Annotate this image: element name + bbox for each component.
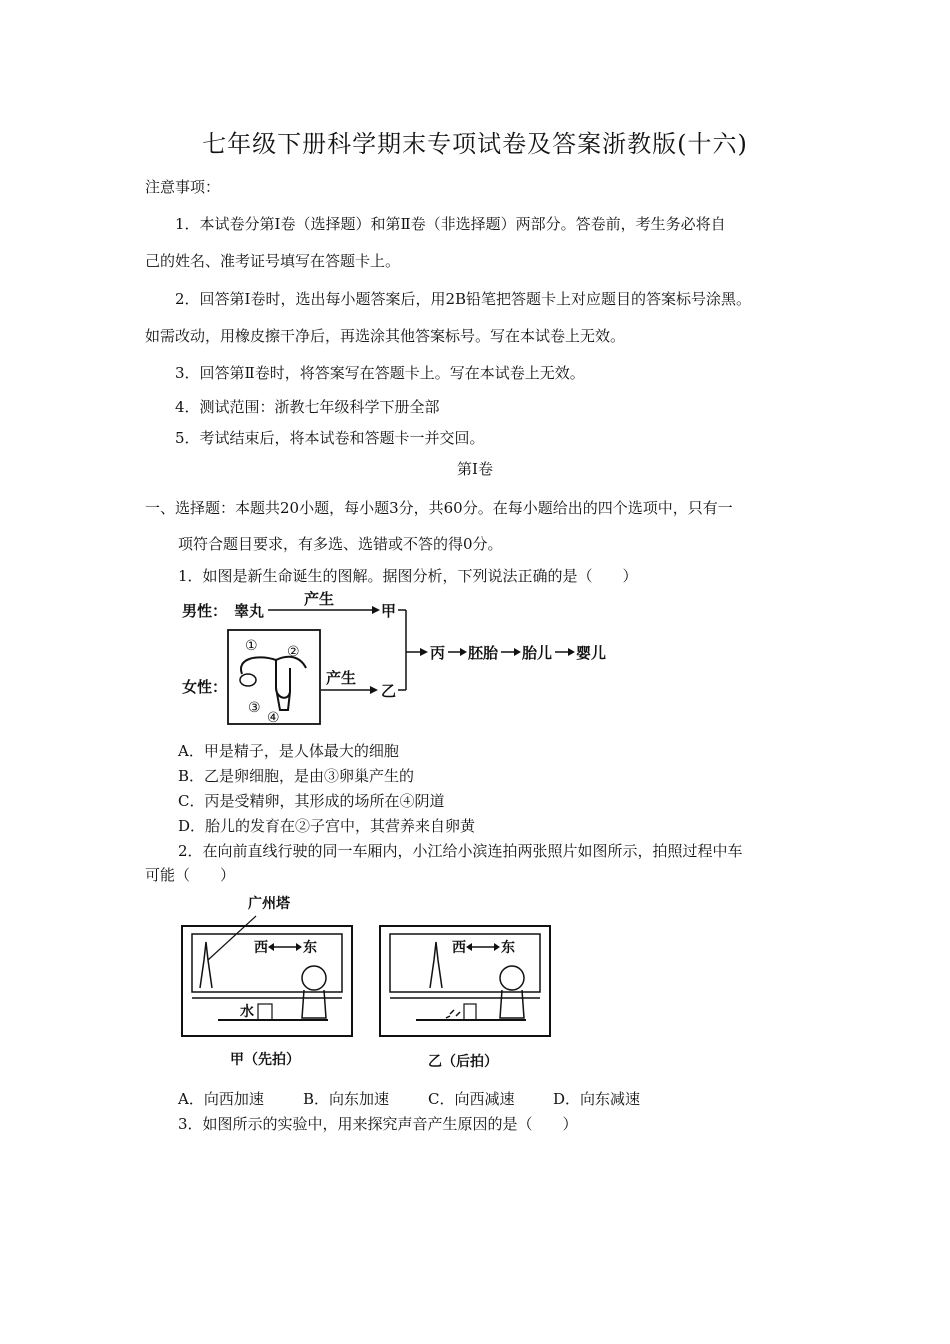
q2-option-a: A．向西加速	[178, 1090, 264, 1108]
embryo-label: 胚胎	[468, 644, 499, 662]
water-label: 水	[240, 1004, 254, 1020]
arrow-head	[568, 648, 575, 656]
bing-label: 丙	[430, 644, 446, 662]
produce-label-1: 产生	[304, 590, 335, 608]
caption-b: 乙（后拍）	[428, 1054, 498, 1070]
water-cup-a	[258, 1004, 272, 1020]
female-label: 女性：	[182, 678, 228, 696]
testis-label: 睾丸	[234, 602, 265, 620]
water-cup-b	[464, 1004, 476, 1020]
q2-option-c: C．向西减速	[428, 1090, 515, 1108]
male-label: 男性：	[182, 602, 228, 620]
section-heading-cont: 项符合题目要求，有多选、选错或不答的得0分。	[178, 535, 503, 553]
girl-body-b	[500, 990, 524, 1018]
notice-item-2: 2．回答第Ⅰ卷时，选出每小题答案后，用2B铅笔把答题卡上对应题目的答案标号涂黑。	[175, 290, 752, 308]
east-label-b: 东	[501, 940, 515, 956]
notice-item-1: 1．本试卷分第Ⅰ卷（选择题）和第Ⅱ卷（非选择题）两部分。答卷前，考生务必将自	[175, 215, 726, 233]
notice-item-3: 3．回答第Ⅱ卷时，将答案写在答题卡上。写在本试卷上无效。	[175, 364, 585, 382]
num-1: ①	[245, 638, 258, 654]
girl-body-a	[302, 990, 326, 1018]
page-title: 七年级下册科学期末专项试卷及答案浙教版(十六)	[202, 130, 748, 158]
num-4: ④	[267, 710, 280, 726]
west-label-a: 西	[254, 940, 268, 956]
q1-option-b: B．乙是卵细胞，是由③卵巢产生的	[178, 767, 415, 785]
arrow-head	[514, 648, 521, 656]
tower-label: 广州塔	[248, 896, 290, 912]
notice-heading: 注意事项：	[145, 178, 221, 196]
volume-title: 第Ⅰ卷	[457, 460, 493, 478]
tower-drawing-b	[430, 942, 442, 988]
q2-stem-cont: 可能（ ）	[145, 866, 236, 884]
q3-stem: 3．如图所示的实验中，用来探究声音产生原因的是（ ）	[178, 1115, 578, 1133]
q1-option-d: D．胎儿的发育在②子宫中，其营养来自卵黄	[178, 817, 476, 835]
baby-label: 婴儿	[576, 644, 607, 662]
arrow-head	[296, 943, 302, 951]
ovary-shape	[240, 674, 256, 686]
jia-label: 甲	[381, 602, 397, 620]
num-2: ②	[287, 644, 300, 660]
arrow-head	[372, 606, 380, 614]
notice-item-2-cont: 如需改动，用橡皮擦干净后，再选涂其他答案标号。写在本试卷上无效。	[145, 327, 626, 345]
girl-head-a	[302, 966, 326, 990]
east-label-a: 东	[303, 940, 317, 956]
notice-item-4: 4．测试范围：浙教七年级科学下册全部	[175, 398, 440, 416]
num-3: ③	[248, 700, 261, 716]
photo-a	[182, 895, 352, 1068]
notice-item-5: 5．考试结束后，将本试卷和答题卡一并交回。	[175, 429, 485, 447]
arrow-head	[494, 943, 500, 951]
q1-stem: 1．如图是新生命诞生的图解。据图分析，下列说法正确的是（ ）	[178, 567, 638, 585]
section-heading: 一、选择题：本题共20小题，每小题3分，共60分。在每小题给出的四个选项中，只有一	[145, 499, 733, 517]
q1-option-c: C．丙是受精卵，其形成的场所在④阴道	[178, 792, 445, 810]
produce-label-2: 产生	[326, 669, 357, 687]
q2-figure	[178, 890, 558, 1075]
q2-stem: 2．在向前直线行驶的同一车厢内，小江给小滨连拍两张照片如图所示，拍照过程中车	[178, 842, 743, 860]
west-label-b: 西	[452, 940, 466, 956]
caption-a: 甲（先拍）	[230, 1052, 300, 1068]
tower-pointer-line	[208, 916, 256, 960]
arrow-head	[268, 943, 274, 951]
q2-option-d: D．向东减速	[553, 1090, 641, 1108]
yi-label: 乙	[381, 682, 397, 700]
tower-drawing-a	[200, 942, 212, 988]
girl-head-b	[500, 966, 524, 990]
q2-option-b: B．向东加速	[303, 1090, 390, 1108]
q1-figure	[176, 588, 626, 730]
q1-option-a: A．甲是精子，是人体最大的细胞	[178, 742, 399, 760]
arrow-head	[370, 686, 378, 694]
water-splash-b	[446, 1010, 460, 1018]
arrow-head	[466, 943, 472, 951]
arrow-head	[460, 648, 467, 656]
arrow-head	[420, 648, 428, 656]
fetus-label: 胎儿	[522, 644, 553, 662]
notice-item-1-cont: 己的姓名、准考证号填写在答题卡上。	[145, 252, 401, 270]
photo-b	[380, 926, 550, 1070]
